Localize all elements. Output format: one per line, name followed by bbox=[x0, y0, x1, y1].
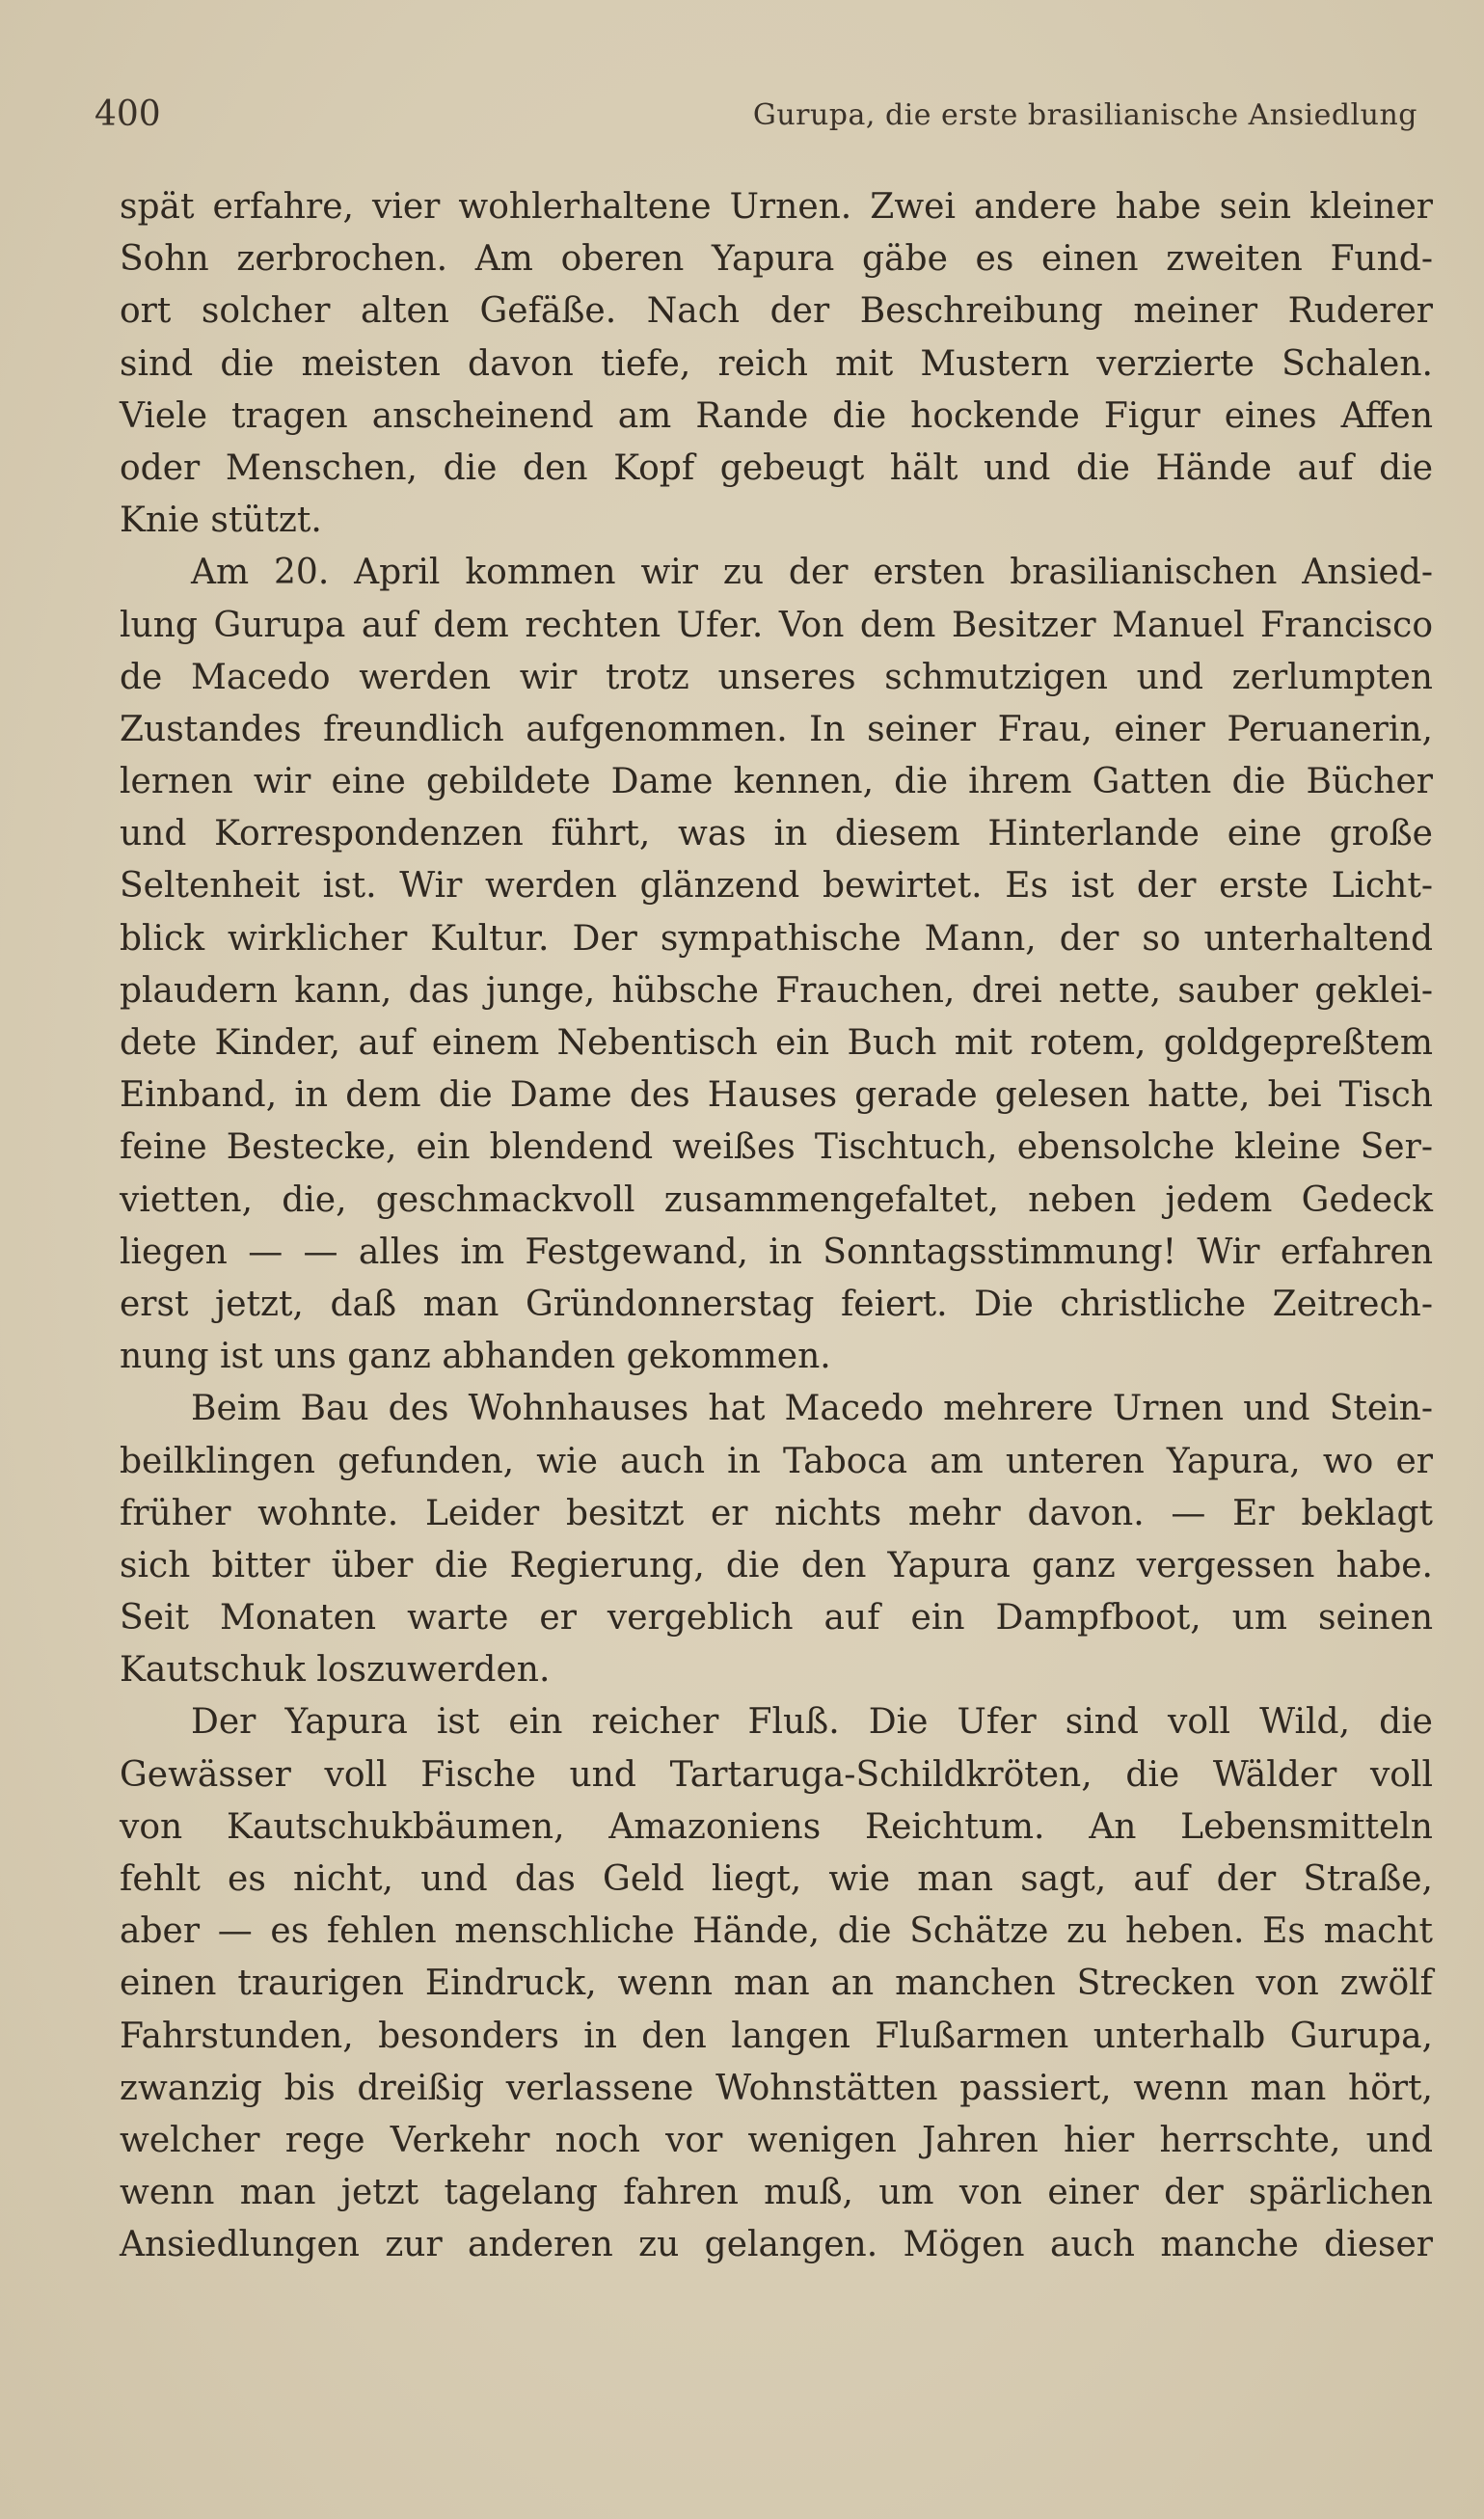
text-line: früher wohnte. Leider besitzt er nichts mehr davon. — Er beklagt bbox=[120, 1493, 1433, 1533]
text-line: Zustandes freundlich aufgenommen. In seiner Frau, einer Peruanerin, bbox=[120, 709, 1433, 749]
text-line: und Korrespondenzen führt, was in diesem Hinterlande eine große bbox=[120, 814, 1433, 854]
text-line: beilklingen gefunden, wie auch in Taboca am unteren Yapura, wo er bbox=[120, 1441, 1433, 1481]
text-line: Knie stützt. bbox=[120, 501, 322, 541]
text-line: feine Bestecke, ein blendend weißes Tischtuch, ebensolche kleine Ser- bbox=[120, 1127, 1433, 1168]
text-line: aber — es fehlen menschliche Hände, die Schätze zu heben. Es macht bbox=[120, 1911, 1433, 1952]
text-line: oder Menschen, die den Kopf gebeugt hält und die Hände auf die bbox=[120, 447, 1433, 488]
text-line: Beim Bau des Wohnhauses hat Macedo mehrere Urnen und Stein- bbox=[191, 1389, 1433, 1429]
text-line: de Macedo werden wir trotz unseres schmutzigen und zerlumpten bbox=[120, 657, 1433, 697]
text-line: Am 20. April kommen wir zu der ersten brasilianischen Ansied- bbox=[191, 553, 1433, 593]
text-line: fehlt es nicht, und das Geld liegt, wie man sagt, auf der Straße, bbox=[120, 1859, 1433, 1899]
text-line: lernen wir eine gebildete Dame kennen, die ihrem Gatten die Bücher bbox=[120, 762, 1433, 802]
text-line: plaudern kann, das junge, hübsche Frauchen, drei nette, sauber geklei- bbox=[120, 970, 1433, 1011]
text-line: blick wirklicher Kultur. Der sympathische Mann, der so unterhaltend bbox=[120, 918, 1433, 959]
text-line: wenn man jetzt tagelang fahren muß, um von einer der spärlichen bbox=[120, 2173, 1433, 2213]
text-line: Ansiedlungen zur anderen zu gelangen. Mögen auch manche dieser bbox=[120, 2225, 1433, 2265]
text-line: erst jetzt, daß man Gründonnerstag feiert. Die christliche Zeitrech- bbox=[120, 1284, 1433, 1324]
text-line: Der Yapura ist ein reicher Fluß. Die Ufer sind voll Wild, die bbox=[191, 1702, 1433, 1743]
text-line: vietten, die, geschmackvoll zusammengefaltet, neben jedem Gedeck bbox=[120, 1179, 1433, 1220]
text-line: zwanzig bis dreißig verlassene Wohnstätten passiert, wenn man hört, bbox=[120, 2068, 1433, 2108]
running-title: Gurupa, die erste brasilianische Ansiedlung bbox=[752, 98, 1417, 132]
text-line: Viele tragen anscheinend am Rande die hockende Figur eines Affen bbox=[120, 395, 1433, 436]
text-line: sich bitter über die Regierung, die den Yapura ganz vergessen habe. bbox=[120, 1545, 1433, 1585]
text-line: liegen — — alles im Festgewand, in Sonntagsstimmung! Wir erfahren bbox=[120, 1232, 1433, 1272]
text-line: Seit Monaten warte er vergeblich auf ein Dampfboot, um seinen bbox=[120, 1598, 1433, 1639]
text-line: ort solcher alten Gefäße. Nach der Beschreibung meiner Ruderer bbox=[120, 291, 1433, 332]
text-line: Sohn zerbrochen. Am oberen Yapura gäbe es einen zweiten Fund- bbox=[120, 239, 1433, 280]
text-line: Einband, in dem die Dame des Hauses gerade gelesen hatte, bei Tisch bbox=[120, 1075, 1433, 1116]
text-line: sind die meisten davon tiefe, reich mit Mustern verzierte Schalen. bbox=[120, 343, 1433, 384]
text-line: dete Kinder, auf einem Nebentisch ein Buch mit rotem, goldgepreßtem bbox=[120, 1023, 1433, 1063]
text-line: Gewässer voll Fische und Tartaruga-Schildkröten, die Wälder voll bbox=[120, 1754, 1433, 1795]
text-line: lung Gurupa auf dem rechten Ufer. Von dem Besitzer Manuel Francisco bbox=[120, 605, 1433, 645]
text-line: spät erfahre, vier wohlerhaltene Urnen. Zwei andere habe sein kleiner bbox=[120, 187, 1433, 227]
text-line: welcher rege Verkehr noch vor wenigen Jahren hier herrschte, und bbox=[120, 2120, 1433, 2160]
text-line: nung ist uns ganz abhanden gekommen. bbox=[120, 1337, 831, 1377]
page-header bbox=[94, 95, 1417, 143]
text-line: Kautschuk loszuwerden. bbox=[120, 1650, 551, 1691]
text-line: einen traurigen Eindruck, wenn man an manchen Strecken von zwölf bbox=[120, 1964, 1433, 2004]
text-line: Seltenheit ist. Wir werden glänzend bewirtet. Es ist der erste Licht- bbox=[120, 866, 1433, 907]
page-number: 400 bbox=[94, 95, 161, 134]
text-line: Fahrstunden, besonders in den langen Flußarmen unterhalb Gurupa, bbox=[120, 2016, 1433, 2056]
body-text bbox=[120, 181, 1433, 2272]
text-line: von Kautschukbäumen, Amazoniens Reichtum. An Lebensmitteln bbox=[120, 1806, 1433, 1847]
